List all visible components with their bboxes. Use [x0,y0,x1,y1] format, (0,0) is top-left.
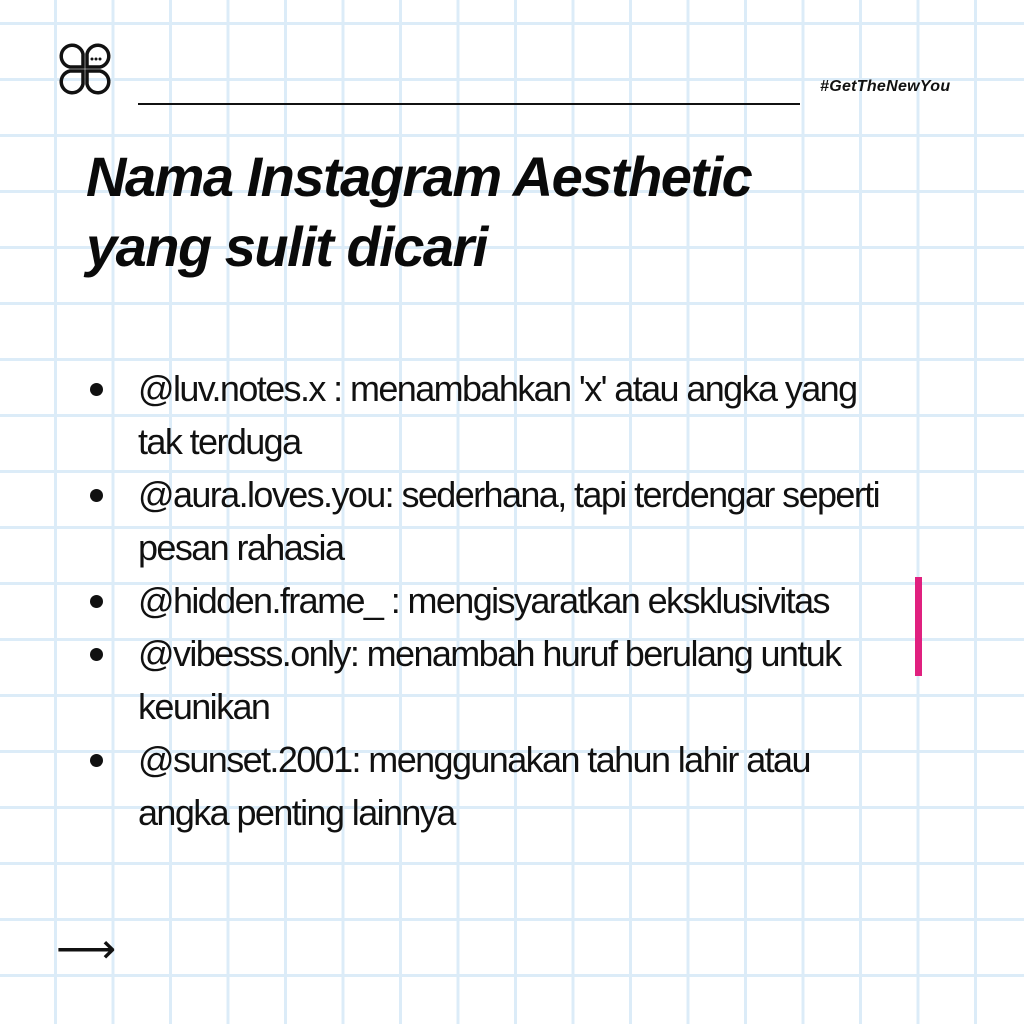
title-line-1: Nama Instagram Aesthetic [86,145,752,208]
hashtag: #GetTheNewYou [820,78,951,95]
bullet-icon [90,383,103,396]
list-item [86,733,906,839]
title-line-2: yang sulit dicari [86,215,487,278]
list-item [86,627,906,733]
bullet-icon [90,648,103,661]
list-item [86,362,906,468]
list-item-text: @aura.loves.you: sederhana, tapi terdengar seperti pesan rahasia [138,474,880,568]
list-item-text: @hidden.frame_ : mengisyaratkan eksklusivitas [138,580,829,621]
list-item-text: @vibesss.only: menambah huruf berulang untuk keunikan [138,633,841,727]
page-title [86,142,751,282]
header-divider [138,103,800,105]
username-list [86,362,906,839]
bullet-icon [90,489,103,502]
clover-chat-logo-icon [56,40,114,98]
bullet-icon [90,754,103,767]
accent-bar [915,577,922,676]
list-item-text: @sunset.2001: menggunakan tahun lahir atau angka penting lainnya [138,739,810,833]
list-item [86,574,906,627]
list-item [86,468,906,574]
next-arrow-icon[interactable]: ⟶ [56,925,117,972]
bullet-icon [90,595,103,608]
list-item-text: @luv.notes.x : menambahkan 'x' atau angka yang tak terduga [138,368,857,462]
